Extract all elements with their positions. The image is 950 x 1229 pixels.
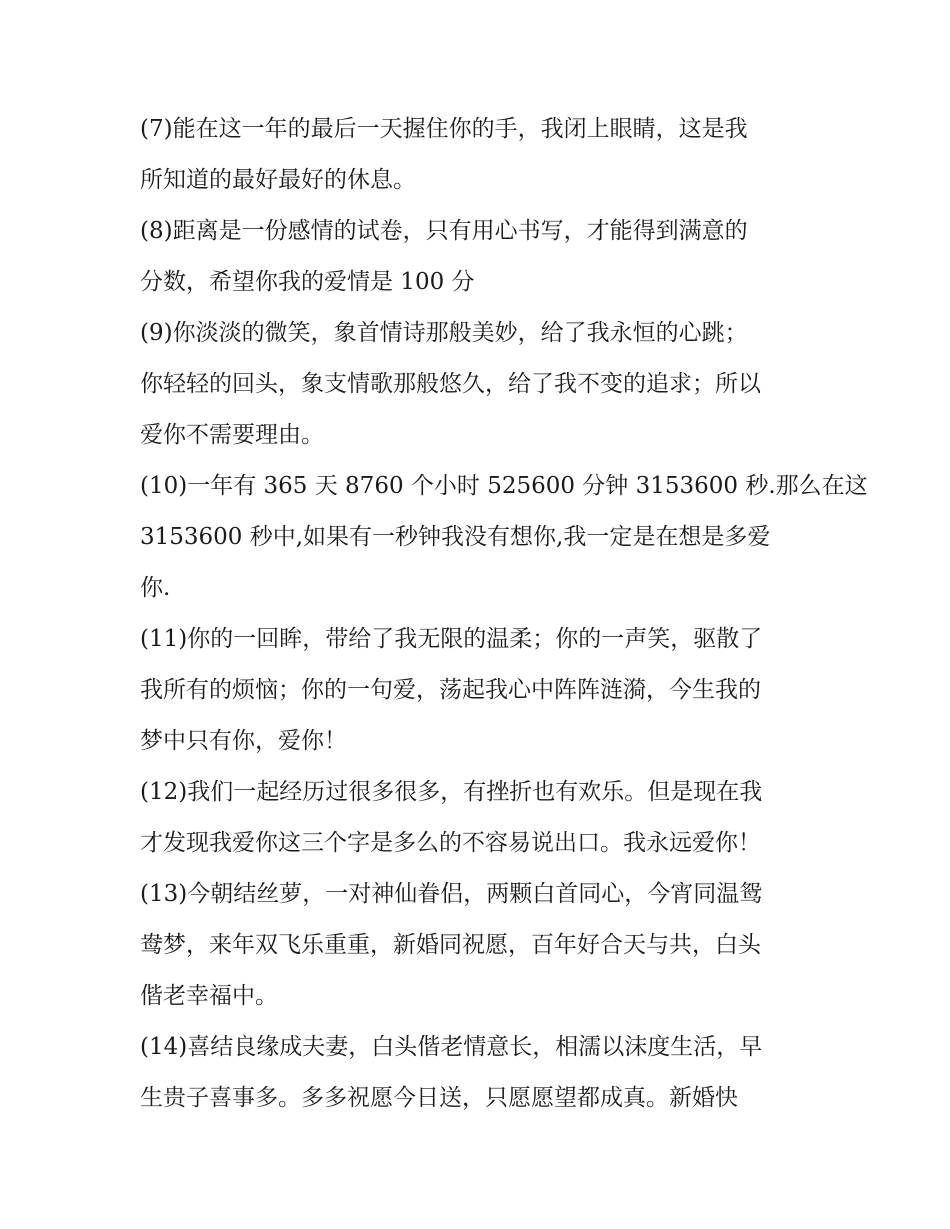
paragraph-line: 鸯梦，来年双飞乐重重，新婚同祝愿，百年好合天与共，白头 [140,932,761,958]
paragraph-13 [140,869,820,1022]
paragraph-14 [140,1022,820,1124]
paragraph-8 [140,206,820,308]
paragraph-line: 你轻轻的回头，象支情歌那般悠久，给了我不变的追求；所以 [140,371,761,397]
paragraph-line: 梦中只有你，爱你！ [140,728,347,754]
paragraph-line: 我所有的烦恼；你的一句爱，荡起我心中阵阵涟漪，今生我的 [140,677,761,703]
paragraph-line: 所知道的最好最好的休息。 [140,167,416,193]
paragraph-line: (14)喜结良缘成夫妻，白头偕老情意长，相濡以沫度生活，早 [140,1034,763,1060]
paragraph-line: (8)距离是一份感情的试卷，只有用心书写，才能得到满意的 [140,218,748,244]
paragraph-line: 爱你不需要理由。 [140,422,324,448]
paragraph-line: (13)今朝结丝萝，一对神仙眷侣，两颗白首同心，今宵同温鸳 [140,881,763,907]
paragraph-line: (11)你的一回眸，带给了我无限的温柔；你的一声笑，驱散了 [140,626,763,652]
paragraph-line: (9)你淡淡的微笑，象首情诗那般美妙，给了我永恒的心跳； [140,320,748,346]
paragraph-line: 分数，希望你我的爱情是 100 分 [140,269,475,295]
paragraph-line: (10)一年有 365 天 8760 个小时 525600 分钟 3153600 秒.那么在这 [140,473,868,499]
paragraph-10 [140,461,868,614]
paragraph-line: 你. [140,575,171,601]
paragraph-line: 偕老幸福中。 [140,983,278,1009]
paragraph-9 [140,308,820,461]
paragraph-12 [140,767,820,869]
paragraph-line: 生贵子喜事多。多多祝愿今日送，只愿愿望都成真。新婚快 [140,1085,738,1111]
paragraph-line: (7)能在这一年的最后一天握住你的手，我闭上眼睛，这是我 [140,116,748,142]
paragraph-7 [140,104,820,206]
document-body [140,104,868,1124]
paragraph-line: (12)我们一起经历过很多很多，有挫折也有欢乐。但是现在我 [140,779,763,805]
paragraph-line: 3153600 秒中,如果有一秒钟我没有想你,我一定是在想是多爱 [140,524,771,550]
paragraph-11 [140,614,820,767]
paragraph-line: 才发现我爱你这三个字是多么的不容易说出口。我永远爱你！ [140,830,761,856]
